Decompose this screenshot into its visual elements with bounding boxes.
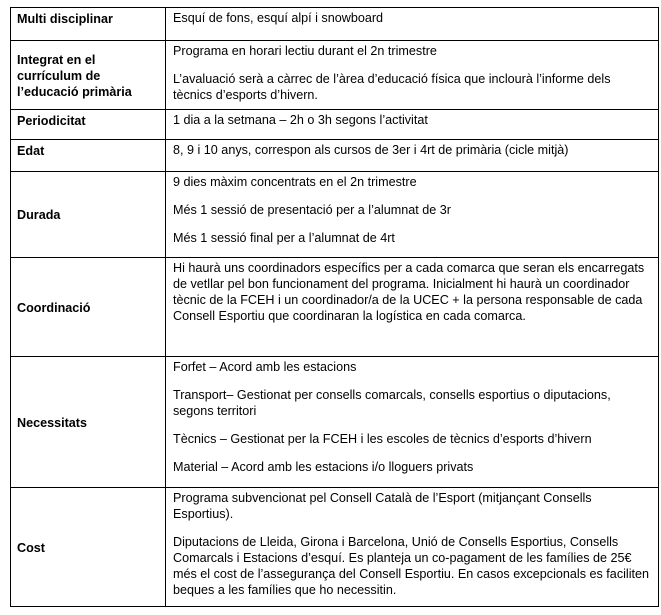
- row-paragraph: 9 dies màxim concentrats en el 2n trimestre: [173, 175, 417, 189]
- row-label: Integrat en el currículum de l’educació primària: [11, 41, 166, 110]
- row-label: Cost: [11, 488, 166, 607]
- row-label: Durada: [11, 172, 166, 258]
- info-table: [10, 7, 659, 607]
- row-paragraph: Material – Acord amb les estacions i/o lloguers privats: [173, 460, 474, 474]
- row-paragraph: Esquí de fons, esquí alpí i snowboard: [173, 11, 384, 25]
- table-row-curriculum: [11, 41, 659, 110]
- table-row-edat: [11, 140, 659, 172]
- row-paragraph: Transport– Gestionat per consells comarcals, consells esportius o diputacions, segons territori: [173, 388, 611, 418]
- row-value: [166, 357, 659, 488]
- table-row-cost: [11, 488, 659, 607]
- row-paragraph: Diputacions de Lleida, Girona i Barcelona, Unió de Consells Esportius, Consells Comarcals i Estacions d’esquí. Es planteja un co-pagament de les famílies de 25€ més el cost de l’assegurança del Consell Esportiu. En casos excepcionals es faciliten beques a les famílies que ho necessitin.: [173, 535, 650, 597]
- row-value: [166, 140, 659, 172]
- row-paragraph: Programa en horari lectiu durant el 2n trimestre: [173, 44, 437, 58]
- row-value: [166, 258, 659, 357]
- row-label: Coordinació: [11, 258, 166, 357]
- row-paragraph: 1 dia a la setmana – 2h o 3h segons l’activitat: [173, 113, 428, 127]
- table-row-durada: [11, 172, 659, 258]
- table-row-periodicitat: [11, 110, 659, 140]
- row-paragraph: Més 1 sessió de presentació per a l’alumnat de 3r: [173, 203, 451, 217]
- row-paragraph: Forfet – Acord amb les estacions: [173, 360, 357, 374]
- row-label: Periodicitat: [11, 110, 166, 140]
- row-paragraph: Hi haurà uns coordinadors específics per a cada comarca que seran els encarregats de vetllar pel bon funcionament del programa. Inicialment hi haurà un coordinador tècnic de la FCEH i un coordinador/a de la UCEC + la persona responsable de cada Consell Esportiu que coordinaran la logística en cada comarca.: [173, 261, 645, 323]
- row-label: Edat: [11, 140, 166, 172]
- table-row-multidisciplinar: [11, 8, 659, 41]
- row-value: [166, 172, 659, 258]
- row-paragraph: Més 1 sessió final per a l’alumnat de 4rt: [173, 231, 395, 245]
- row-label: Necessitats: [11, 357, 166, 488]
- row-value: [166, 110, 659, 140]
- row-value: [166, 488, 659, 607]
- row-label: Multi disciplinar: [11, 8, 166, 41]
- row-value: [166, 41, 659, 110]
- row-paragraph: L’avaluació serà a càrrec de l’àrea d’educació física que inclourà l’informe dels tècnics d’esports d’hivern.: [173, 72, 611, 102]
- table-row-necessitats: [11, 357, 659, 488]
- row-value: [166, 8, 659, 41]
- table-row-coordinacio: [11, 258, 659, 357]
- row-paragraph: 8, 9 i 10 anys, correspon als cursos de 3er i 4rt de primària (cicle mitjà): [173, 143, 569, 157]
- row-paragraph: Programa subvencionat pel Consell Català de l’Esport (mitjançant Consells Esportius).: [173, 491, 592, 521]
- row-paragraph: Tècnics – Gestionat per la FCEH i les escoles de tècnics d’esports d’hivern: [173, 432, 592, 446]
